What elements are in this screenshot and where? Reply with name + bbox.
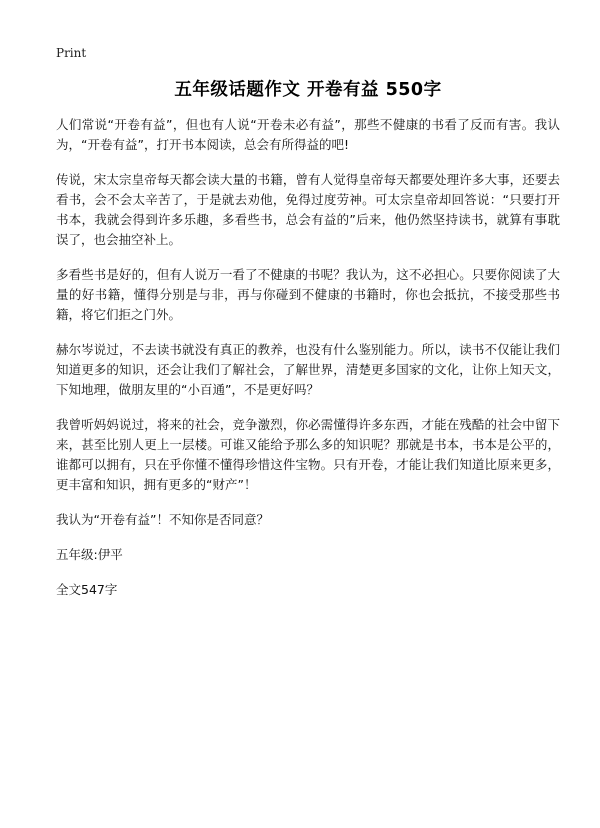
paragraph-4: 赫尔岑说过，不去读书就没有真正的教养，也没有什么鉴别能力。所以，读书不仅能让我们知道更多的知识，还会让我们了解社会，了解世界，清楚更多国家的文化，让你上知天文，下知地理，做朋友里的“小百通”，不是更好吗？ [56,342,560,397]
article-title: 五年级话题作文 开卷有益 550字 [174,80,442,100]
author-line: 五年级:伊平 [56,547,123,562]
paragraph-5: 我曾听妈妈说过，将来的社会，竞争激烈，你必需懂得许多东西，才能在残酷的社会中留下来，甚至比别人更上一层楼。可谁又能给予那么多的知识呢？那就是书本，书本是公平的，谁都可以拥有，只在乎你懂不懂得珍惜这件宝物。只有开卷，才能让我们知道比原来更多，更丰富和知识，拥有更多的“财产”！ [56,417,560,492]
word-count: 全文547字 [56,582,118,597]
paragraph-6: 我认为“开卷有益”！不知你是否同意？ [56,512,269,527]
paragraph-1: 人们常说“开卷有益”，但也有人说“开卷未必有益”，那些不健康的书看了反而有害。我认为，“开卷有益”，打开书本阅读，总会有所得益的吧! [56,117,560,152]
paragraph-3: 多看些书是好的，但有人说万一看了不健康的书呢？我认为，这不必担心。只要你阅读了大量的好书籍，懂得分别是与非，再与你碰到不健康的书籍时，你也会抵抗，不接受那些书籍，将它们拒之门外。 [56,267,560,322]
paragraph-2: 传说，宋太宗皇帝每天都会读大量的书籍，曾有人觉得皇帝每天都要处理许多大事，还要去看书，会不会太辛苦了，于是就去劝他，免得过度劳神。可太宗皇帝却回答说：“只要打开书本，我就会得到许多乐趣，多看些书，总会有益的”后来，他仍然坚持读书，就算有事耽误了，也会抽空补上。 [56,172,560,247]
article-body [56,115,560,600]
print-link[interactable]: Print [56,46,87,60]
